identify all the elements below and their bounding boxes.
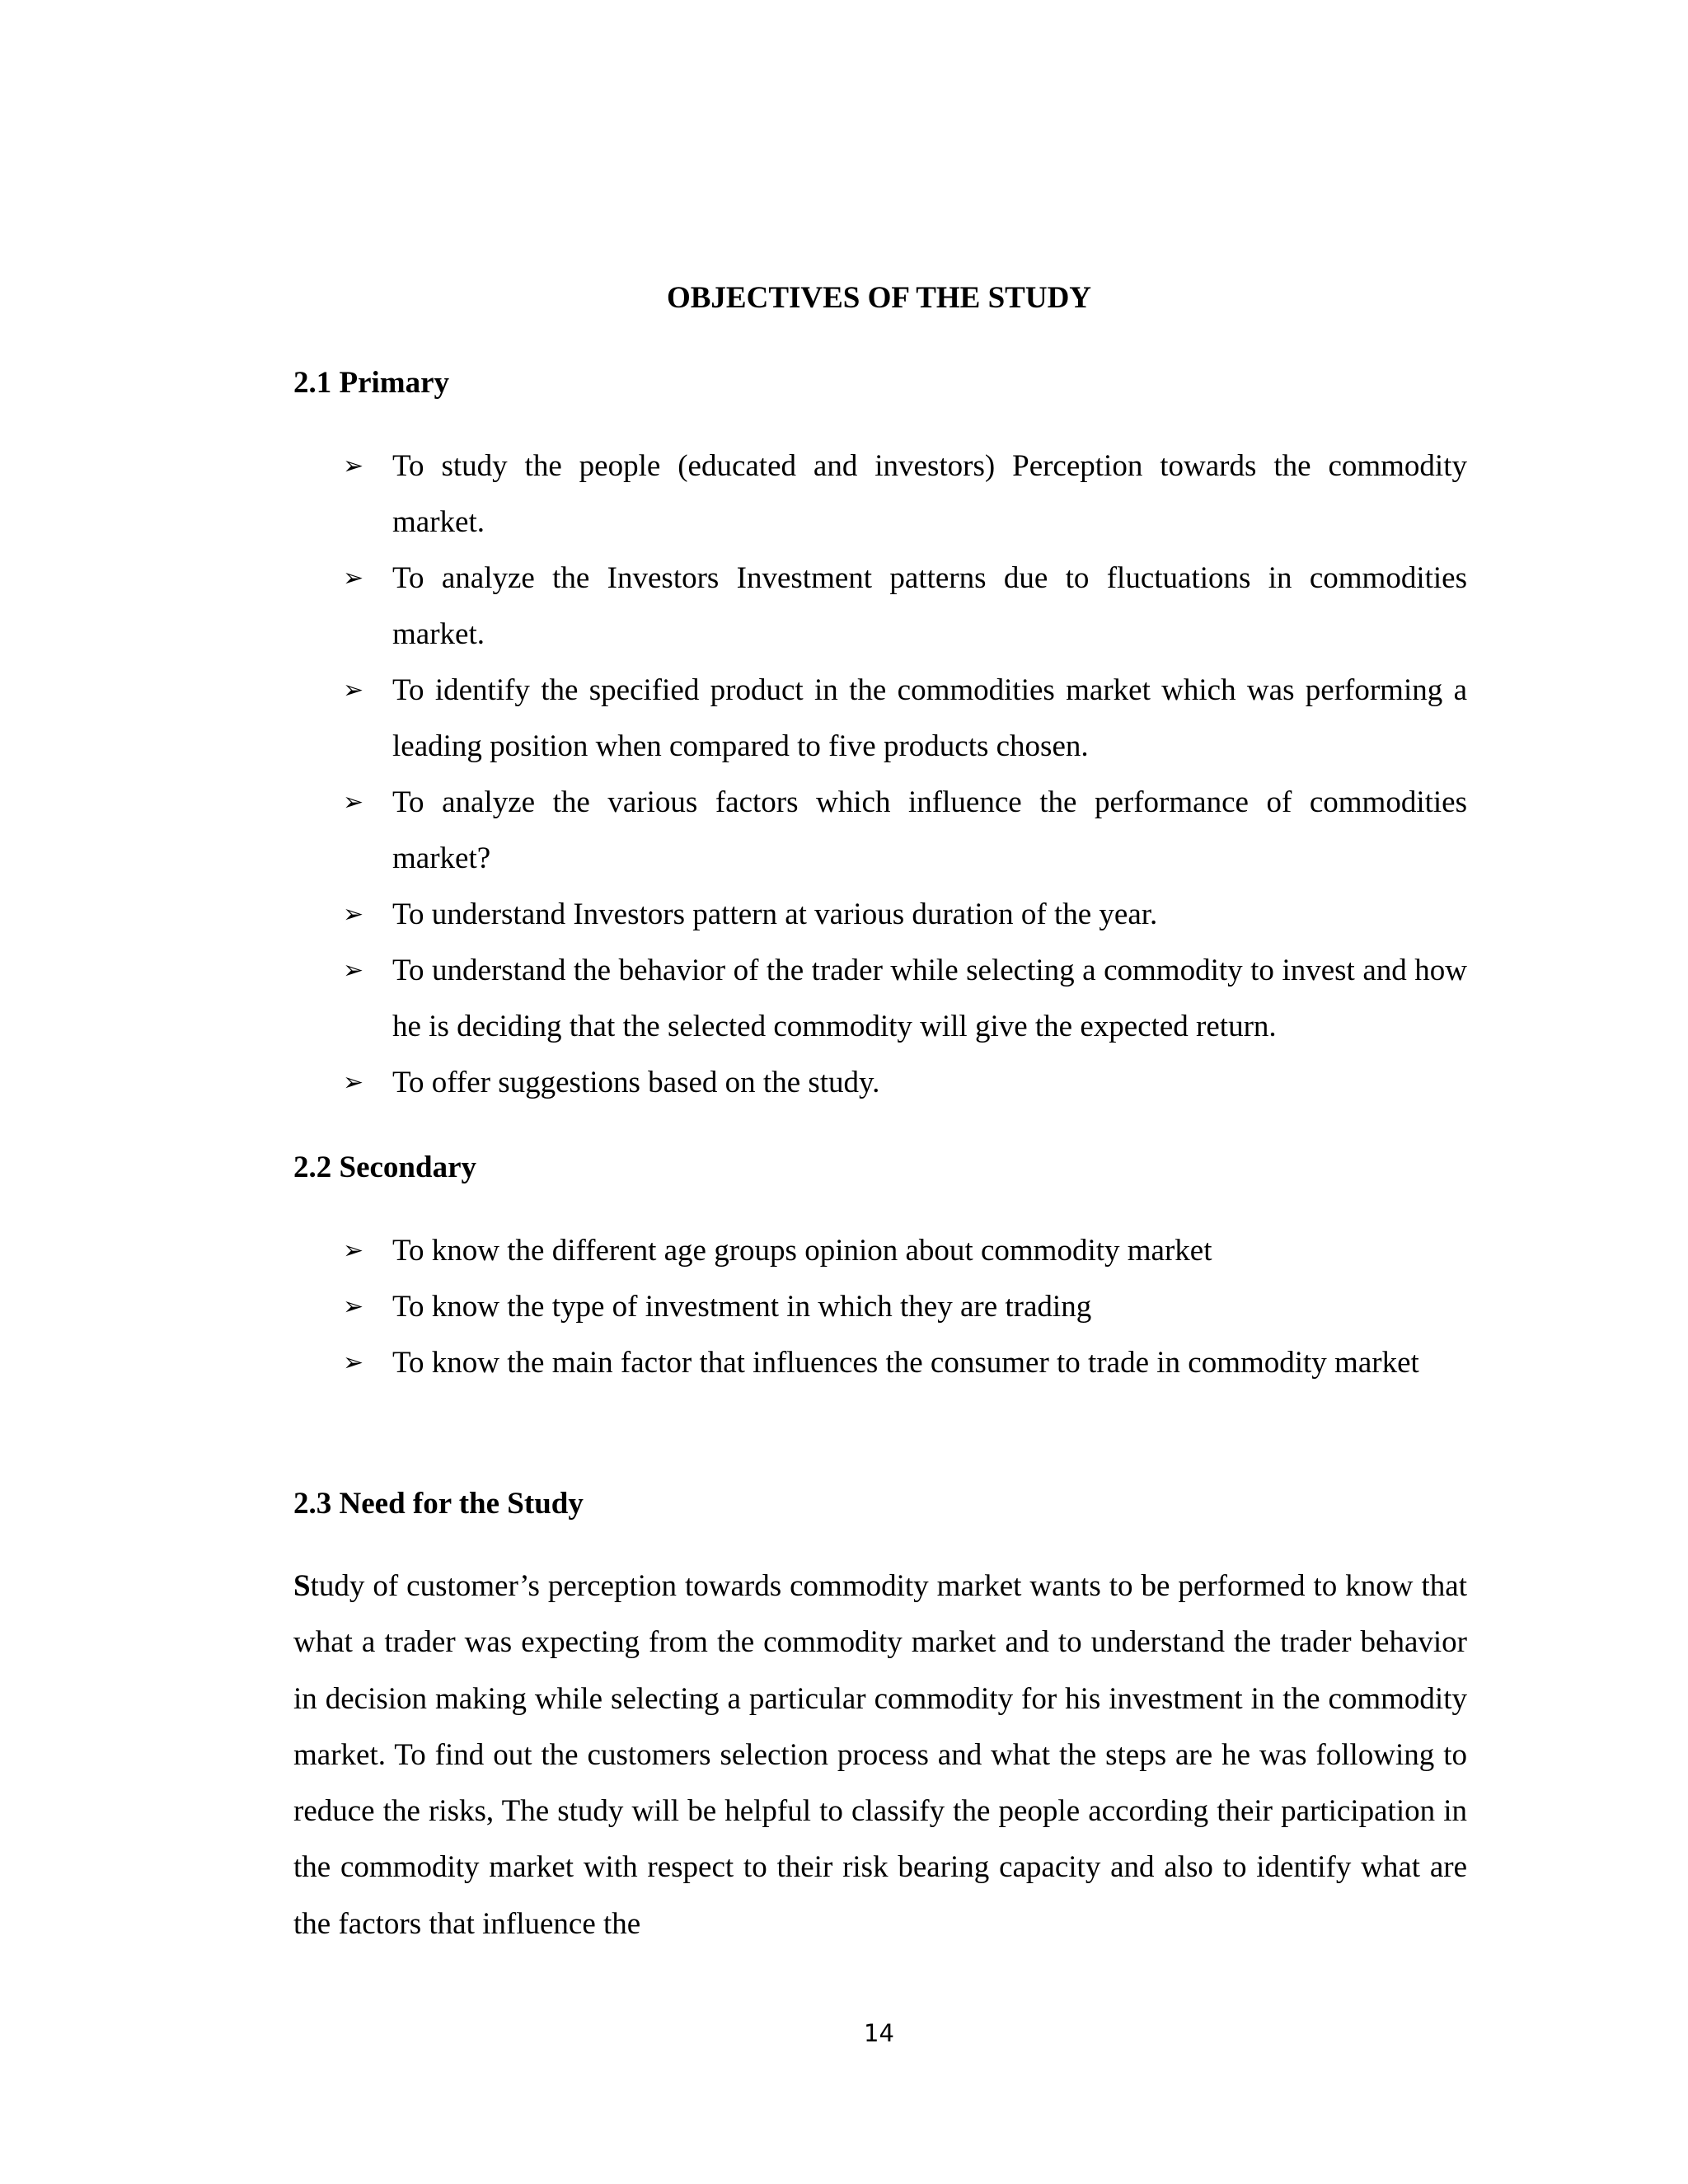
list-item-text: To understand Investors pattern at various duration of the year. [392,898,1158,931]
arrowhead-bullet-icon: ➢ [343,900,364,929]
page-title: OBJECTIVES OF THE STUDY [666,281,1092,315]
arrowhead-bullet-icon: ➢ [343,452,364,480]
list-item-text: To analyze the Investors Investment patterns due to fluctuations in commodities market. [392,561,1467,651]
list-item [293,943,1467,1055]
list-item [293,1335,1467,1391]
list-item [293,775,1467,887]
arrowhead-bullet-icon: ➢ [343,1068,364,1097]
list-item-text: To know the different age groups opinion about commodity market [392,1234,1212,1268]
list-item-text: To identify the specified product in the commodities market which was performing a leading position when compared to five products chosen. [392,673,1467,763]
list-item-text: To analyze the various factors which influence the performance of commodities market? [392,785,1467,875]
list-item-text: To study the people (educated and investors) Perception towards the commodity market. [392,449,1467,539]
arrowhead-bullet-icon: ➢ [343,1292,364,1321]
page-number: 14 [864,2019,894,2047]
section-heading-secondary: 2.2 Secondary [293,1151,476,1184]
secondary-objectives-list [293,1223,1467,1391]
list-item-text: To offer suggestions based on the study. [392,1066,880,1099]
list-item [293,1223,1467,1279]
paragraph-text: tudy of customer’s perception towards commodity market wants to be performed to know that what a trader was expecting from the commodity market and to understand the trader behavior in decision making while selecting a particular commodity for his investment in the commodity market. To find out the customers selection process and what the steps are he was following to reduce the risks, The study will be helpful to classify the people according their participation in the commodity market with respect to their risk bearing capacity and also to identify what are the factors that influence the [293,1569,1467,1941]
list-item [293,551,1467,663]
paragraph-first-letter: S [293,1569,311,1603]
list-item [293,887,1467,943]
arrowhead-bullet-icon: ➢ [343,956,364,985]
arrowhead-bullet-icon: ➢ [343,1348,364,1377]
arrowhead-bullet-icon: ➢ [343,788,364,817]
need-for-study-paragraph [293,1558,1467,1952]
list-item-text: To know the main factor that influences the consumer to trade in commodity market [392,1346,1419,1380]
list-item-text: To understand the behavior of the trader while selecting a commodity to invest and how he is deciding that the selected commodity will give the expected return. [392,954,1467,1043]
list-item-text: To know the type of investment in which they are trading [392,1290,1092,1324]
list-item [293,1055,1467,1111]
primary-objectives-list [293,438,1467,1111]
arrowhead-bullet-icon: ➢ [343,564,364,593]
section-heading-need-for-study: 2.3 Need for the Study [293,1487,584,1521]
list-item [293,663,1467,775]
list-item [293,438,1467,551]
arrowhead-bullet-icon: ➢ [343,1236,364,1265]
list-item [293,1279,1467,1335]
section-heading-primary: 2.1 Primary [293,366,450,400]
arrowhead-bullet-icon: ➢ [343,676,364,705]
